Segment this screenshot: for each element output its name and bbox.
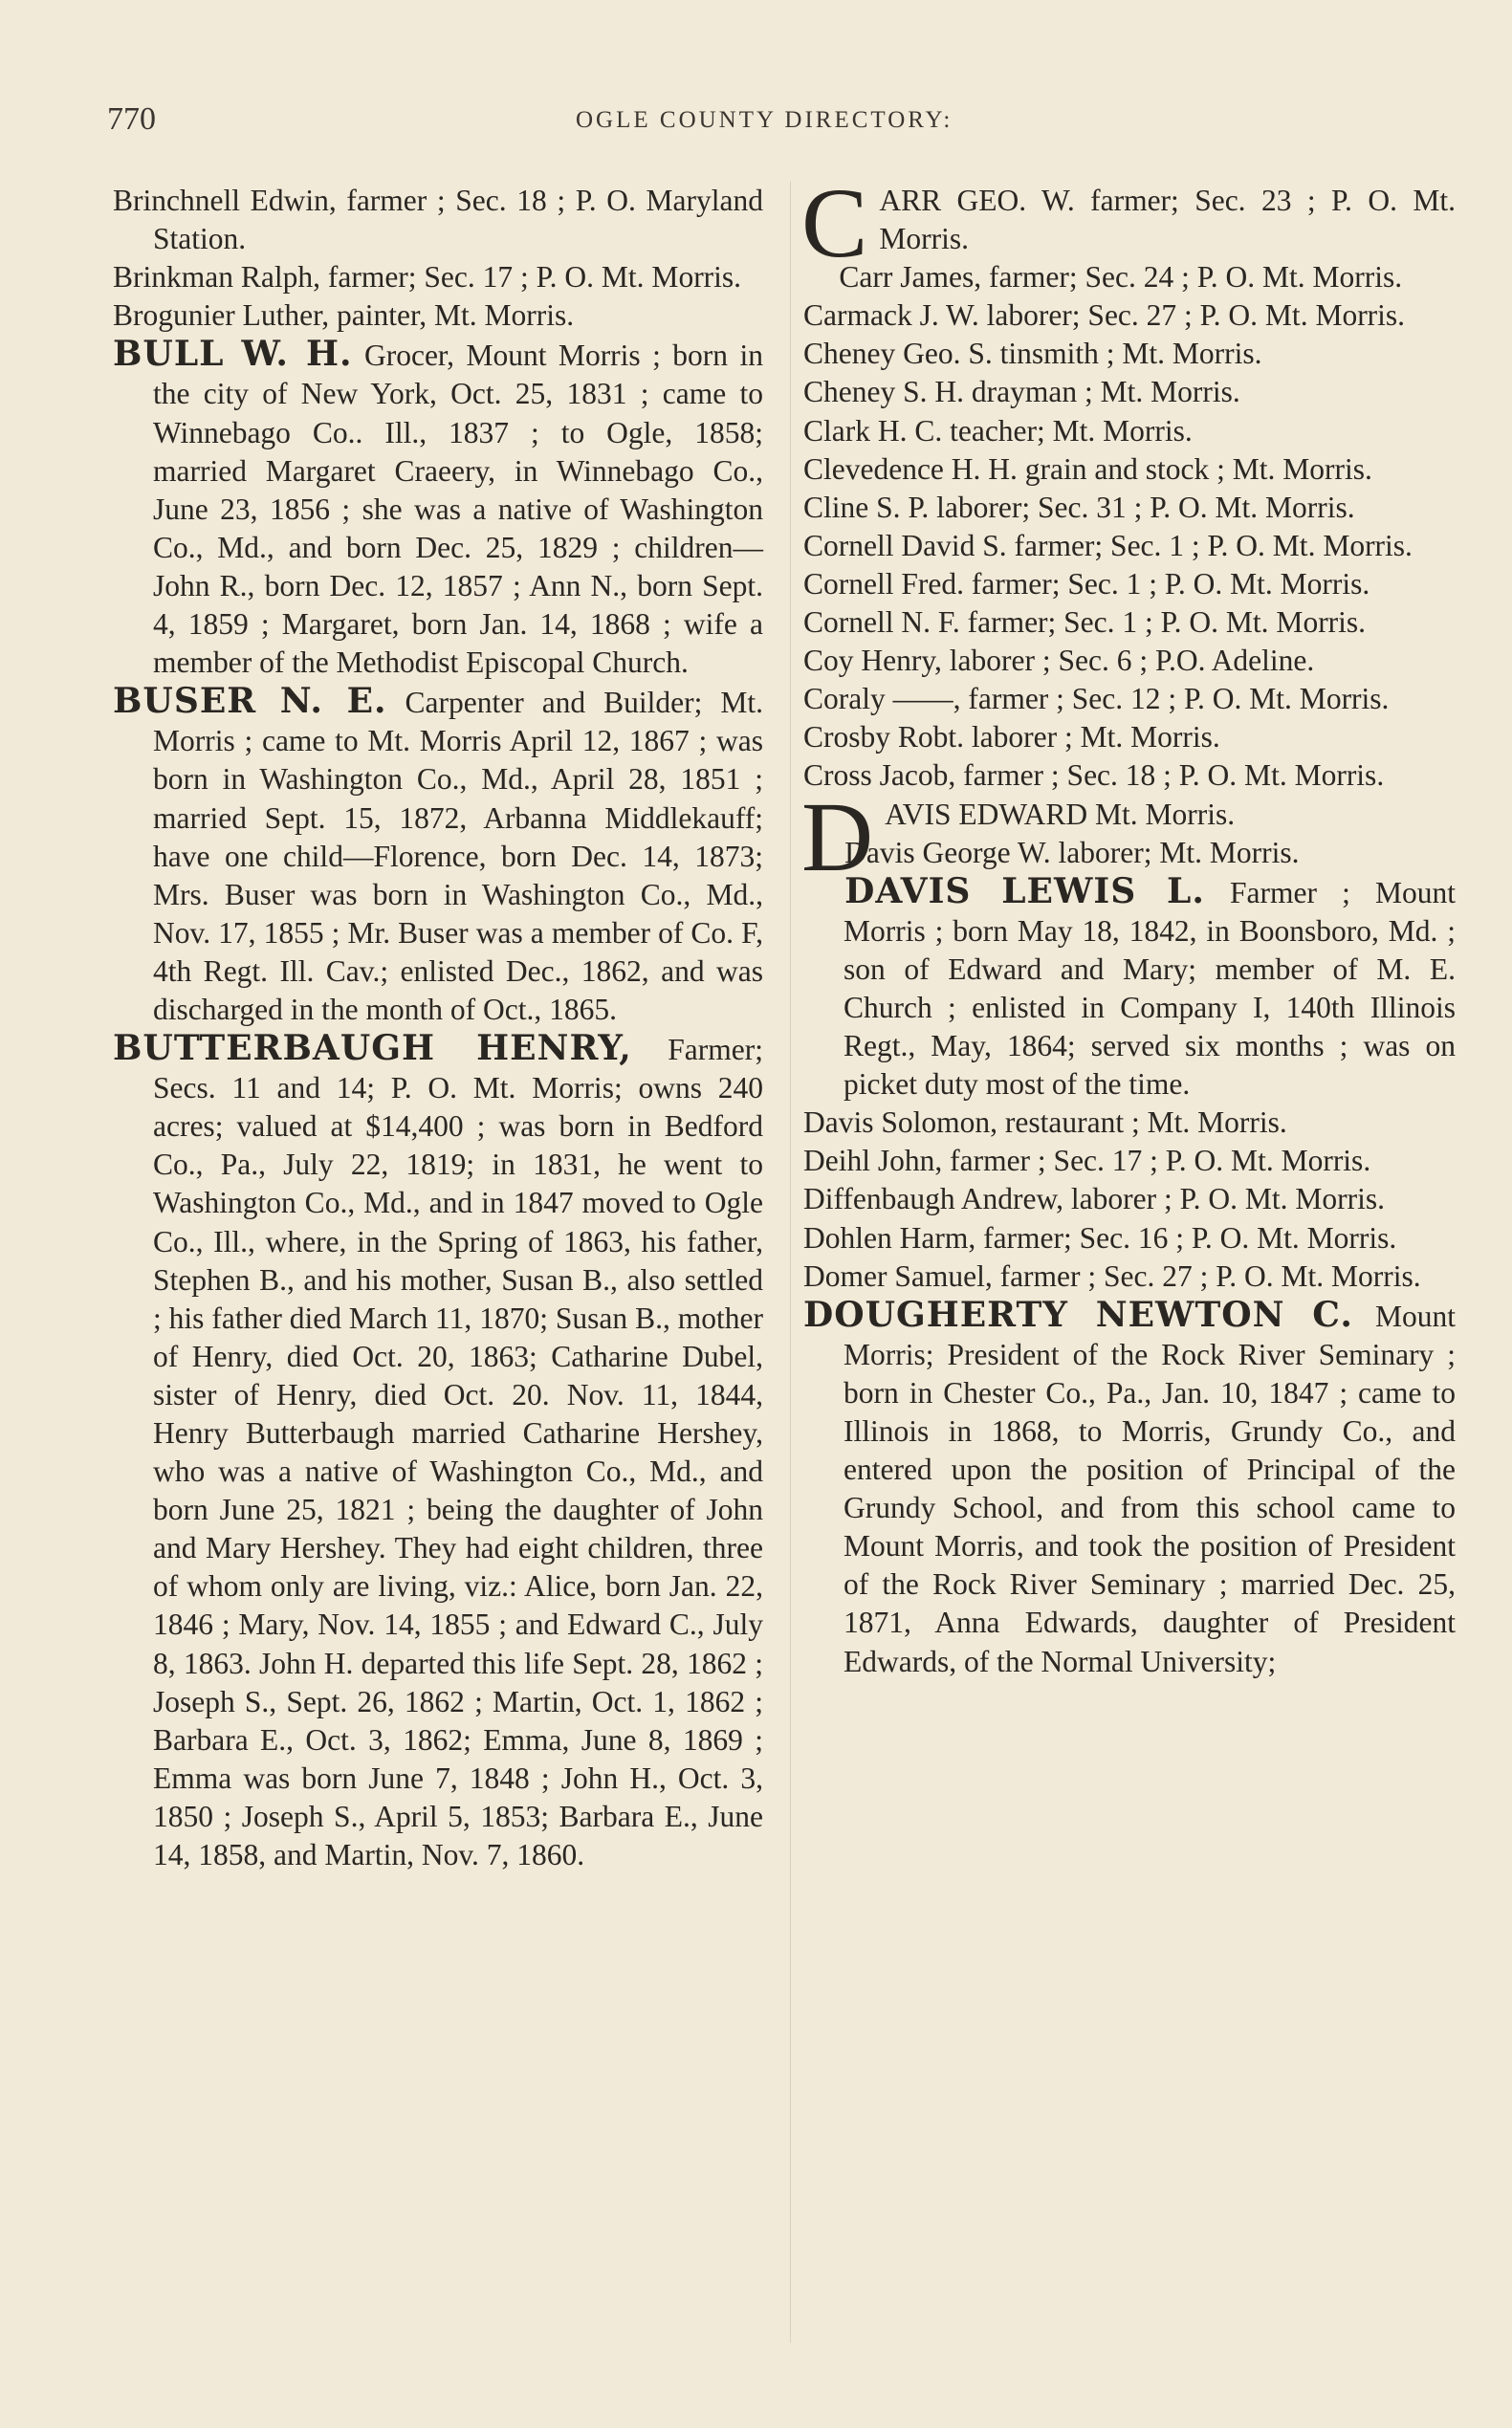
page-header: [107, 96, 1446, 153]
directory-entry: [803, 872, 1456, 1105]
left-column: [113, 182, 763, 1874]
directory-entry: [113, 296, 763, 335]
entry-text: Cornell David S. farmer; Sec. 1 ; P. O. Mt. Morris.: [803, 528, 1413, 562]
entry-text: Diffenbaugh Andrew, laborer ; P. O. Mt. Morris.: [803, 1182, 1386, 1216]
directory-entry: [803, 756, 1456, 795]
directory-entry: [803, 296, 1456, 335]
entry-text: ARR GEO. W. farmer; Sec. 23 ; P. O. Mt. Morris.: [879, 184, 1456, 256]
directory-entry: [113, 258, 763, 296]
entry-text: Cornell Fred. farmer; Sec. 1 ; P. O. Mt. Morris.: [803, 566, 1370, 601]
entry-text: Mount Morris; President of the Rock River Seminary ; born in Chester Co., Pa., Jan. 10, 1847 ; came to Illinois in 1868, to Morris, Grundy Co., and entered upon the position of Principal of the Grundy School, and from this school came to Mount Morris, and took the position of President of the Rock River Seminary ; married Dec. 25, 1871, Anna Edwards, daughter of President Edwards, of the Normal University;: [844, 1299, 1456, 1678]
directory-entry: [803, 1258, 1456, 1296]
entry-text: Carmack J. W. laborer; Sec. 27 ; P. O. Mt. Morris.: [803, 298, 1406, 333]
directory-entry: [113, 1029, 763, 1874]
entry-text: Crosby Robt. laborer ; Mt. Morris.: [803, 720, 1220, 755]
entry-text: Carpenter and Builder; Mt. Morris ; came to Mt. Morris April 12, 1867 ; was born in Washington Co., Md., April 28, 1851 ; married Sept. 15, 1872, Arbanna Middlekauff; have one child—Florence, born Dec. 14, 1873; Mrs. Buser was born in Washington Co., Md., Nov. 17, 1855 ; Mr. Buser was a member of Co. F, 4th Regt. Ill. Cav.; enlisted Dec., 1862, and was discharged in the month of Oct., 1865.: [153, 686, 763, 1026]
directory-entry: [803, 565, 1456, 603]
entry-text: Davis George W. laborer; Mt. Morris.: [844, 835, 1300, 869]
directory-entry: [803, 335, 1456, 373]
directory-entry: [803, 1296, 1456, 1681]
entry-name: DOUGHERTY NEWTON C.: [803, 1294, 1353, 1335]
directory-entry: [803, 412, 1456, 450]
entry-text: Cross Jacob, farmer ; Sec. 18 ; P. O. Mt. Morris.: [803, 758, 1385, 793]
entry-text: Cheney Geo. S. tinsmith ; Mt. Morris.: [803, 337, 1262, 371]
directory-entry: [803, 373, 1456, 411]
page-number: 770: [107, 101, 156, 137]
column-divider: [790, 182, 791, 2343]
entry-name: DAVIS LEWIS L.: [844, 870, 1205, 911]
entry-text: Cline S. P. laborer; Sec. 31 ; P. O. Mt. Morris.: [803, 490, 1355, 524]
directory-entry: [803, 642, 1456, 680]
entry-text: Clark H. C. teacher; Mt. Morris.: [803, 413, 1193, 448]
directory-entry: [803, 603, 1456, 642]
directory-entry: [803, 258, 1456, 296]
directory-entry: [113, 335, 763, 682]
directory-entry: [803, 1219, 1456, 1258]
directory-entry: [803, 1180, 1456, 1218]
entry-text: Davis Solomon, restaurant ; Mt. Morris.: [803, 1105, 1287, 1140]
entry-name: BUTTERBAUGH HENRY,: [113, 1028, 632, 1069]
entry-text: Brinkman Ralph, farmer; Sec. 17 ; P. O. Mt. Morris.: [113, 260, 742, 295]
drop-capital: D: [801, 781, 874, 892]
entry-text: Domer Samuel, farmer ; Sec. 27 ; P. O. Mt. Morris.: [803, 1258, 1421, 1293]
entry-text: Grocer, Mount Morris ; born in the city of New York, Oct. 25, 1831 ; came to Winnebago Co.. Ill., 1837 ; to Ogle, 1858; married Margaret Craeery, in Winnebago Co., June 23, 1856 ; she was a native of Washington Co., Md., and born Dec. 25, 1829 ; children—John R., born Dec. 12, 1857 ; Ann N., born Sept. 4, 1859 ; Margaret, born Jan. 14, 1868 ; wife a member of the Methodist Episcopal Church.: [153, 339, 763, 680]
directory-entry: [803, 450, 1456, 489]
directory-entry: [803, 680, 1456, 718]
directory-entry: [803, 834, 1456, 872]
directory-entry: [803, 1104, 1456, 1142]
entry-text: Farmer ; Mount Morris ; born May 18, 1842, in Boonsboro, Md. ; son of Edward and Mary; member of M. E. Church ; enlisted in Company I, 140th Illinois Regt., May, 1864; served six months ; was on picket duty most of the time.: [844, 875, 1457, 1102]
directory-entry: [803, 718, 1456, 756]
entry-text: AVIS EDWARD Mt. Morris.: [885, 797, 1236, 831]
directory-entry: [803, 527, 1456, 565]
entry-text: Cheney S. H. drayman ; Mt. Morris.: [803, 375, 1240, 409]
entry-text: Brinchnell Edwin, farmer ; Sec. 18 ; P. O. Maryland Station.: [113, 184, 763, 256]
entry-text: Dohlen Harm, farmer; Sec. 16 ; P. O. Mt. Morris.: [803, 1220, 1397, 1255]
entry-text: Clevedence H. H. grain and stock ; Mt. Morris.: [803, 451, 1372, 486]
drop-capital: C: [801, 168, 868, 278]
entry-text: Carr James, farmer; Sec. 24 ; P. O. Mt. Morris.: [839, 260, 1403, 295]
running-title: OGLE COUNTY DIRECTORY:: [576, 107, 953, 133]
entry-name: BUSER N. E.: [113, 681, 387, 722]
entry-text: Coy Henry, laborer ; Sec. 6 ; P.O. Adeline.: [803, 644, 1315, 678]
entry-text: Brogunier Luther, painter, Mt. Morris.: [113, 298, 575, 333]
entry-text: Deihl John, farmer ; Sec. 17 ; P. O. Mt. Morris.: [803, 1144, 1371, 1178]
entry-name: BULL W. H.: [113, 334, 353, 375]
directory-entry: [113, 182, 763, 258]
directory-entry: [803, 1142, 1456, 1180]
entry-text: Coraly ——, farmer ; Sec. 12 ; P. O. Mt. Morris.: [803, 682, 1390, 716]
entry-text: Farmer; Secs. 11 and 14; P. O. Mt. Morris; owns 240 acres; valued at $14,400 ; was born in Bedford Co., Pa., July 22, 1819; in 1831, he went to Washington Co., Md., and in 1847 moved to Ogle Co., Ill., where, in the Spring of 1863, his father, Stephen B., and his mother, Susan B., also settled ; his father died March 11, 1870; Susan B., mother of Henry, died Oct. 20, 1863; Catharine Dubel, sister of Henry, died Oct. 20. Nov. 11, 1844, Henry Butterbaugh married Catharine Hershey, who was a native of Washington Co., Md., and born June 25, 1821 ; being the daughter of John and Mary Hershey. They had eight children, three of whom only are living, viz.: Alice, born Jan. 22, 1846 ; Mary, Nov. 14, 1855 ; and Edward C., July 8, 1863. John H. departed this life Sept. 28, 1862 ; Joseph S., Sept. 26, 1862 ; Martin, Oct. 1, 1862 ; Barbara E., Oct. 3, 1862; Emma, June 8, 1869 ; Emma was born June 7, 1848 ; John H., Oct. 3, 1850 ; Joseph S., April 5, 1853; Barbara E., June 14, 1858, and Martin, Nov. 7, 1860.: [153, 1033, 763, 1872]
entry-text: Cornell N. F. farmer; Sec. 1 ; P. O. Mt. Morris.: [803, 605, 1367, 640]
directory-entry: [113, 682, 763, 1029]
directory-entry: [803, 489, 1456, 527]
right-column: [801, 168, 1457, 1681]
